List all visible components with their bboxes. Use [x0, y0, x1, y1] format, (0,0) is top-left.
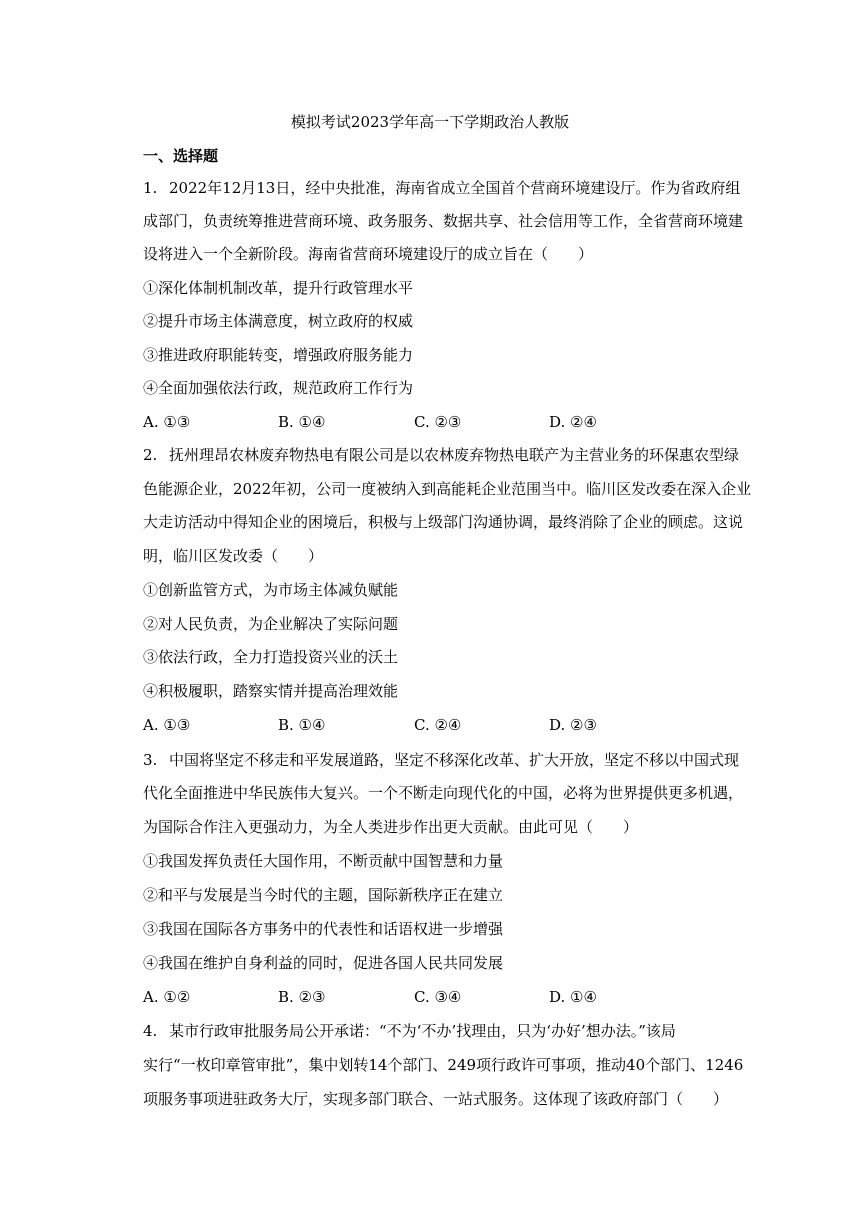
question-4-stem-line-2: 实行“一枚印章管审批”，集中划转14个部门、249项行政许可事项，推动40个部门、1246 [143, 1056, 744, 1074]
question-2-stem-line-2: 色能源企业，2022年初，公司一度被纳入到高能耗企业范围当中。临川区发改委在深入企业 [143, 480, 752, 498]
question-2-statement-3: ③依法行政，全力打造投资兴业的沃土 [143, 648, 399, 666]
question-1-number: 1. [143, 179, 158, 197]
question-2-choice-d[interactable]: D. ②③ [549, 716, 597, 734]
section-heading: 一、选择题 [143, 147, 219, 165]
question-1-stem-line-3: 设将进入一个全新阶段。海南省营商环境建设厅的成立旨在（ ） [143, 245, 594, 263]
question-4-stem-line-1: 4. 某市行政审批服务局公开承诺：“不为‘不办’找理由，只为‘办好’想办法。”该局 [143, 1022, 676, 1040]
question-2-stem-line-3: 大走访活动中得知企业的困境后，积极与上级部门沟通协调，最终消除了企业的顾虑。这说 [143, 513, 744, 531]
question-2-choice-a[interactable]: A. ①③ [143, 716, 191, 734]
question-1-statement-2: ②提升市场主体满意度，树立政府的权威 [143, 312, 414, 330]
document-title: 模拟考试2023学年高一下学期政治人教版 [290, 113, 570, 131]
question-3-choice-c[interactable]: C. ③④ [414, 988, 462, 1006]
question-4-stem-line-3: 项服务事项进驻政务大厅，实现多部门联合、一站式服务。这体现了该政府部门（ ） [143, 1090, 729, 1108]
question-3-choice-a[interactable]: A. ①② [143, 988, 191, 1006]
question-3-stem-line-1: 3. 中国将坚定不移走和平发展道路，坚定不移深化改革、扩大开放，坚定不移以中国式现 [143, 751, 740, 769]
question-3-statement-3: ③我国在国际各方事务中的代表性和话语权进一步增强 [143, 920, 504, 938]
question-4-number: 4. [143, 1022, 158, 1040]
question-1-stem-line-2: 成部门，负责统筹推进营商环境、政务服务、数据共享、社会信用等工作，全省营商环境建 [143, 212, 744, 230]
question-3-statement-2: ②和平与发展是当今时代的主题，国际新秩序正在建立 [143, 886, 504, 904]
question-1-statement-3: ③推进政府职能转变，增强政府服务能力 [143, 346, 414, 364]
question-1-choice-a[interactable]: A. ①③ [143, 413, 191, 431]
question-1-statement-1: ①深化体制机制改革，提升行政管理水平 [143, 279, 414, 297]
question-3-statement-4: ④我国在维护自身利益的同时，促进各国人民共同发展 [143, 954, 504, 972]
question-1-choice-c[interactable]: C. ②③ [414, 413, 462, 431]
question-1-statement-4: ④全面加强依法行政，规范政府工作行为 [143, 379, 414, 397]
question-2-choice-c[interactable]: C. ②④ [414, 716, 462, 734]
question-3-stem-line-2: 代化全面推进中华民族伟大复兴。一个不断走向现代化的中国，必将为世界提供更多机遇， [143, 784, 744, 802]
question-2-stem-line-4: 明，临川区发改委（ ） [143, 547, 324, 565]
question-3-statement-1: ①我国发挥负责任大国作用，不断贡献中国智慧和力量 [143, 852, 504, 870]
question-2-statement-2: ②对人民负责，为企业解决了实际问题 [143, 615, 399, 633]
question-3-number: 3. [143, 751, 158, 769]
question-3-choice-d[interactable]: D. ①④ [549, 988, 597, 1006]
question-1-choice-d[interactable]: D. ②④ [549, 413, 597, 431]
question-1-choice-b[interactable]: B. ①④ [278, 413, 326, 431]
question-3-choice-b[interactable]: B. ②③ [278, 988, 326, 1006]
question-1-stem-line-1: 1. 2022年12月13日，经中央批准，海南省成立全国首个营商环境建设厅。作为省政府组 [143, 179, 741, 197]
question-3-stem-line-3: 为国际合作注入更强动力，为全人类进步作出更大贡献。由此可见（ ） [143, 818, 639, 836]
question-2-stem-line-1: 2. 抚州理昂农林废弃物热电有限公司是以农林废弃物热电联产为主营业务的环保惠农型绿 [143, 446, 740, 464]
question-2-choice-b[interactable]: B. ①④ [278, 716, 326, 734]
question-2-statement-1: ①创新监管方式，为市场主体减负赋能 [143, 581, 399, 599]
question-2-statement-4: ④积极履职，踏察实情并提高治理效能 [143, 682, 399, 700]
question-2-number: 2. [143, 446, 158, 464]
